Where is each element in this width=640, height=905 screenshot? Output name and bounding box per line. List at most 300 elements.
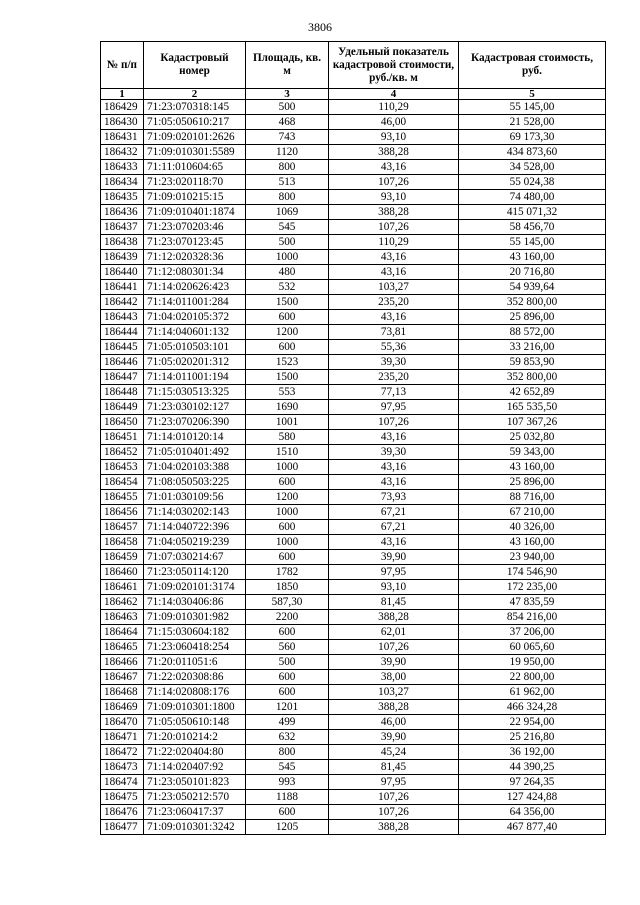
area-cell: 1690 bbox=[246, 400, 329, 415]
cadastral-value-cell: 97 264,35 bbox=[459, 775, 606, 790]
row-number-cell: 186436 bbox=[101, 205, 144, 220]
specific-value-cell: 81,45 bbox=[329, 760, 459, 775]
area-cell: 2200 bbox=[246, 610, 329, 625]
cadastral-value-cell: 88 572,00 bbox=[459, 325, 606, 340]
specific-value-cell: 97,95 bbox=[329, 565, 459, 580]
cadastral-value-cell: 55 145,00 bbox=[459, 100, 606, 115]
cadastral-number-cell: 71:23:070206:390 bbox=[144, 415, 246, 430]
cadastral-number-cell: 71:05:010401:492 bbox=[144, 445, 246, 460]
cadastral-number-cell: 71:14:040601:132 bbox=[144, 325, 246, 340]
row-number-cell: 186452 bbox=[101, 445, 144, 460]
row-number-cell: 186429 bbox=[101, 100, 144, 115]
cadastral-value-cell: 127 424,88 bbox=[459, 790, 606, 805]
specific-value-cell: 62,01 bbox=[329, 625, 459, 640]
cadastral-number-cell: 71:14:030202:143 bbox=[144, 505, 246, 520]
area-cell: 1000 bbox=[246, 460, 329, 475]
specific-value-cell: 43,16 bbox=[329, 250, 459, 265]
cadastral-value-cell: 67 210,00 bbox=[459, 505, 606, 520]
specific-value-cell: 43,16 bbox=[329, 265, 459, 280]
specific-value-cell: 388,28 bbox=[329, 610, 459, 625]
cadastral-value-cell: 43 160,00 bbox=[459, 535, 606, 550]
table-row bbox=[101, 175, 606, 190]
area-cell: 1523 bbox=[246, 355, 329, 370]
area-cell: 1200 bbox=[246, 325, 329, 340]
area-cell: 499 bbox=[246, 715, 329, 730]
cadastral-value-cell: 60 065,60 bbox=[459, 640, 606, 655]
cadastral-value-cell: 43 160,00 bbox=[459, 250, 606, 265]
row-number-cell: 186440 bbox=[101, 265, 144, 280]
area-cell: 600 bbox=[246, 520, 329, 535]
cadastral-value-cell: 22 954,00 bbox=[459, 715, 606, 730]
page-number: 3806 bbox=[308, 20, 332, 34]
table-row bbox=[101, 460, 606, 475]
row-number-cell: 186477 bbox=[101, 820, 144, 835]
row-number-cell: 186464 bbox=[101, 625, 144, 640]
row-number-cell: 186450 bbox=[101, 415, 144, 430]
cadastral-number-cell: 71:14:011001:284 bbox=[144, 295, 246, 310]
cadastral-number-cell: 71:01:030109:56 bbox=[144, 490, 246, 505]
table-row bbox=[101, 715, 606, 730]
area-cell: 1188 bbox=[246, 790, 329, 805]
table-row bbox=[101, 295, 606, 310]
table-row bbox=[101, 385, 606, 400]
cadastral-value-cell: 434 873,60 bbox=[459, 145, 606, 160]
cadastral-number-cell: 71:20:010214:2 bbox=[144, 730, 246, 745]
area-cell: 632 bbox=[246, 730, 329, 745]
table-row bbox=[101, 190, 606, 205]
specific-value-cell: 103,27 bbox=[329, 280, 459, 295]
cadastral-value-cell: 59 853,90 bbox=[459, 355, 606, 370]
area-cell: 1500 bbox=[246, 295, 329, 310]
table-row bbox=[101, 640, 606, 655]
cadastral-value-cell: 37 206,00 bbox=[459, 625, 606, 640]
cadastral-value-cell: 42 652,89 bbox=[459, 385, 606, 400]
row-number-cell: 186468 bbox=[101, 685, 144, 700]
row-number-cell: 186474 bbox=[101, 775, 144, 790]
area-cell: 600 bbox=[246, 340, 329, 355]
row-number-cell: 186444 bbox=[101, 325, 144, 340]
specific-value-cell: 388,28 bbox=[329, 820, 459, 835]
specific-value-cell: 107,26 bbox=[329, 220, 459, 235]
column-number: 1 bbox=[101, 89, 144, 100]
cadastral-value-cell: 44 390,25 bbox=[459, 760, 606, 775]
area-cell: 993 bbox=[246, 775, 329, 790]
table-row bbox=[101, 205, 606, 220]
specific-value-cell: 39,90 bbox=[329, 550, 459, 565]
row-number-cell: 186443 bbox=[101, 310, 144, 325]
cadastral-number-cell: 71:23:070318:145 bbox=[144, 100, 246, 115]
row-number-cell: 186467 bbox=[101, 670, 144, 685]
area-cell: 800 bbox=[246, 190, 329, 205]
cadastral-number-cell: 71:12:080301:34 bbox=[144, 265, 246, 280]
cadastral-number-cell: 71:23:060417:37 bbox=[144, 805, 246, 820]
area-cell: 600 bbox=[246, 625, 329, 640]
table-row bbox=[101, 220, 606, 235]
table-row bbox=[101, 805, 606, 820]
cadastral-number-cell: 71:14:020808:176 bbox=[144, 685, 246, 700]
cadastral-value-cell: 22 800,00 bbox=[459, 670, 606, 685]
table-row bbox=[101, 760, 606, 775]
cadastral-number-cell: 71:14:040722:396 bbox=[144, 520, 246, 535]
row-number-cell: 186462 bbox=[101, 595, 144, 610]
cadastral-number-cell: 71:14:011001:194 bbox=[144, 370, 246, 385]
cadastral-number-cell: 71:04:020105:372 bbox=[144, 310, 246, 325]
cadastral-number-cell: 71:04:050219:239 bbox=[144, 535, 246, 550]
area-cell: 1000 bbox=[246, 250, 329, 265]
table-row bbox=[101, 520, 606, 535]
specific-value-cell: 73,93 bbox=[329, 490, 459, 505]
column-number: 4 bbox=[329, 89, 459, 100]
area-cell: 513 bbox=[246, 175, 329, 190]
area-cell: 1500 bbox=[246, 370, 329, 385]
cadastral-value-cell: 54 939,64 bbox=[459, 280, 606, 295]
row-number-cell: 186470 bbox=[101, 715, 144, 730]
cadastral-number-cell: 71:22:020404:80 bbox=[144, 745, 246, 760]
row-number-cell: 186466 bbox=[101, 655, 144, 670]
cadastral-value-table bbox=[100, 41, 606, 835]
cadastral-value-cell: 165 535,50 bbox=[459, 400, 606, 415]
specific-value-cell: 67,21 bbox=[329, 505, 459, 520]
cadastral-number-cell: 71:23:050101:823 bbox=[144, 775, 246, 790]
cadastral-number-cell: 71:23:070203:46 bbox=[144, 220, 246, 235]
table-row bbox=[101, 445, 606, 460]
table-row bbox=[101, 790, 606, 805]
specific-value-cell: 235,20 bbox=[329, 370, 459, 385]
specific-value-cell: 38,00 bbox=[329, 670, 459, 685]
specific-value-cell: 67,21 bbox=[329, 520, 459, 535]
area-cell: 545 bbox=[246, 760, 329, 775]
area-cell: 580 bbox=[246, 430, 329, 445]
table-row bbox=[101, 325, 606, 340]
cadastral-value-cell: 43 160,00 bbox=[459, 460, 606, 475]
table-row bbox=[101, 565, 606, 580]
row-number-cell: 186459 bbox=[101, 550, 144, 565]
cadastral-number-cell: 71:14:010120:14 bbox=[144, 430, 246, 445]
table-row bbox=[101, 775, 606, 790]
specific-value-cell: 93,10 bbox=[329, 130, 459, 145]
row-number-cell: 186433 bbox=[101, 160, 144, 175]
header-cadastral-number: Кадастровый номер bbox=[144, 42, 246, 89]
cadastral-value-cell: 59 343,00 bbox=[459, 445, 606, 460]
cadastral-value-cell: 40 326,00 bbox=[459, 520, 606, 535]
cadastral-value-cell: 19 950,00 bbox=[459, 655, 606, 670]
row-number-cell: 186447 bbox=[101, 370, 144, 385]
cadastral-value-cell: 466 324,28 bbox=[459, 700, 606, 715]
cadastral-value-cell: 467 877,40 bbox=[459, 820, 606, 835]
table-row bbox=[101, 340, 606, 355]
cadastral-value-cell: 55 024,38 bbox=[459, 175, 606, 190]
cadastral-number-cell: 71:09:010301:5589 bbox=[144, 145, 246, 160]
cadastral-value-cell: 854 216,00 bbox=[459, 610, 606, 625]
specific-value-cell: 39,30 bbox=[329, 445, 459, 460]
area-cell: 600 bbox=[246, 550, 329, 565]
area-cell: 600 bbox=[246, 805, 329, 820]
cadastral-value-cell: 23 940,00 bbox=[459, 550, 606, 565]
area-cell: 500 bbox=[246, 655, 329, 670]
cadastral-number-cell: 71:14:020626:423 bbox=[144, 280, 246, 295]
cadastral-number-cell: 71:09:010401:1874 bbox=[144, 205, 246, 220]
area-cell: 1510 bbox=[246, 445, 329, 460]
table-row bbox=[101, 730, 606, 745]
area-cell: 468 bbox=[246, 115, 329, 130]
table-row bbox=[101, 265, 606, 280]
cadastral-value-cell: 25 896,00 bbox=[459, 475, 606, 490]
row-number-cell: 186463 bbox=[101, 610, 144, 625]
table-row bbox=[101, 490, 606, 505]
table-row bbox=[101, 745, 606, 760]
table-row bbox=[101, 595, 606, 610]
row-number-cell: 186446 bbox=[101, 355, 144, 370]
area-cell: 1850 bbox=[246, 580, 329, 595]
table-row bbox=[101, 475, 606, 490]
cadastral-number-cell: 71:23:050114:120 bbox=[144, 565, 246, 580]
row-number-cell: 186430 bbox=[101, 115, 144, 130]
row-number-cell: 186431 bbox=[101, 130, 144, 145]
specific-value-cell: 43,16 bbox=[329, 460, 459, 475]
specific-value-cell: 43,16 bbox=[329, 160, 459, 175]
specific-value-cell: 107,26 bbox=[329, 640, 459, 655]
specific-value-cell: 235,20 bbox=[329, 295, 459, 310]
table-row bbox=[101, 685, 606, 700]
area-cell: 532 bbox=[246, 280, 329, 295]
table-row bbox=[101, 160, 606, 175]
cadastral-value-cell: 33 216,00 bbox=[459, 340, 606, 355]
row-number-cell: 186448 bbox=[101, 385, 144, 400]
area-cell: 1000 bbox=[246, 505, 329, 520]
table-row bbox=[101, 610, 606, 625]
cadastral-value-cell: 34 528,00 bbox=[459, 160, 606, 175]
cadastral-value-cell: 107 367,26 bbox=[459, 415, 606, 430]
specific-value-cell: 45,24 bbox=[329, 745, 459, 760]
specific-value-cell: 107,26 bbox=[329, 790, 459, 805]
row-number-cell: 186458 bbox=[101, 535, 144, 550]
cadastral-value-cell: 352 800,00 bbox=[459, 295, 606, 310]
table-row bbox=[101, 100, 606, 115]
area-cell: 545 bbox=[246, 220, 329, 235]
specific-value-cell: 39,90 bbox=[329, 655, 459, 670]
table-row bbox=[101, 820, 606, 835]
column-number: 2 bbox=[144, 89, 246, 100]
area-cell: 600 bbox=[246, 310, 329, 325]
specific-value-cell: 107,26 bbox=[329, 175, 459, 190]
specific-value-cell: 46,00 bbox=[329, 715, 459, 730]
cadastral-number-cell: 71:23:050212:570 bbox=[144, 790, 246, 805]
cadastral-number-cell: 71:04:020103:388 bbox=[144, 460, 246, 475]
cadastral-value-cell: 47 835,59 bbox=[459, 595, 606, 610]
row-number-cell: 186465 bbox=[101, 640, 144, 655]
table-row bbox=[101, 580, 606, 595]
header-row-number: № п/п bbox=[101, 42, 144, 89]
specific-value-cell: 388,28 bbox=[329, 145, 459, 160]
cadastral-number-cell: 71:09:010301:3242 bbox=[144, 820, 246, 835]
column-number: 3 bbox=[246, 89, 329, 100]
table-row bbox=[101, 355, 606, 370]
row-number-cell: 186473 bbox=[101, 760, 144, 775]
area-cell: 560 bbox=[246, 640, 329, 655]
area-cell: 1201 bbox=[246, 700, 329, 715]
area-cell: 1001 bbox=[246, 415, 329, 430]
table-row bbox=[101, 400, 606, 415]
row-number-cell: 186438 bbox=[101, 235, 144, 250]
table-row bbox=[101, 415, 606, 430]
table-row bbox=[101, 250, 606, 265]
header-cadastral-value: Кадастровая стоимость, руб. bbox=[459, 42, 606, 89]
cadastral-number-cell: 71:23:070123:45 bbox=[144, 235, 246, 250]
area-cell: 800 bbox=[246, 160, 329, 175]
row-number-cell: 186439 bbox=[101, 250, 144, 265]
cadastral-value-cell: 64 356,00 bbox=[459, 805, 606, 820]
column-number: 5 bbox=[459, 89, 606, 100]
specific-value-cell: 93,10 bbox=[329, 580, 459, 595]
cadastral-value-cell: 61 962,00 bbox=[459, 685, 606, 700]
area-cell: 500 bbox=[246, 100, 329, 115]
specific-value-cell: 39,30 bbox=[329, 355, 459, 370]
table-row bbox=[101, 700, 606, 715]
area-cell: 600 bbox=[246, 475, 329, 490]
cadastral-number-cell: 71:05:050610:217 bbox=[144, 115, 246, 130]
table-row bbox=[101, 310, 606, 325]
row-number-cell: 186442 bbox=[101, 295, 144, 310]
table-row bbox=[101, 535, 606, 550]
cadastral-value-cell: 352 800,00 bbox=[459, 370, 606, 385]
row-number-cell: 186456 bbox=[101, 505, 144, 520]
table-row bbox=[101, 235, 606, 250]
cadastral-number-cell: 71:20:011051:6 bbox=[144, 655, 246, 670]
specific-value-cell: 43,16 bbox=[329, 535, 459, 550]
table-row bbox=[101, 130, 606, 145]
specific-value-cell: 73,81 bbox=[329, 325, 459, 340]
row-number-cell: 186445 bbox=[101, 340, 144, 355]
cadastral-value-cell: 415 071,32 bbox=[459, 205, 606, 220]
row-number-cell: 186432 bbox=[101, 145, 144, 160]
table-row bbox=[101, 370, 606, 385]
cadastral-number-cell: 71:09:010215:15 bbox=[144, 190, 246, 205]
row-number-cell: 186469 bbox=[101, 700, 144, 715]
row-number-cell: 186471 bbox=[101, 730, 144, 745]
area-cell: 500 bbox=[246, 235, 329, 250]
row-number-cell: 186475 bbox=[101, 790, 144, 805]
cadastral-value-cell: 55 145,00 bbox=[459, 235, 606, 250]
row-number-cell: 186437 bbox=[101, 220, 144, 235]
cadastral-value-cell: 21 528,00 bbox=[459, 115, 606, 130]
specific-value-cell: 97,95 bbox=[329, 775, 459, 790]
row-number-cell: 186451 bbox=[101, 430, 144, 445]
table-row bbox=[101, 505, 606, 520]
row-number-cell: 186454 bbox=[101, 475, 144, 490]
row-number-cell: 186461 bbox=[101, 580, 144, 595]
cadastral-number-cell: 71:15:030604:182 bbox=[144, 625, 246, 640]
area-cell: 600 bbox=[246, 685, 329, 700]
table-row bbox=[101, 655, 606, 670]
area-cell: 1000 bbox=[246, 535, 329, 550]
table-row bbox=[101, 625, 606, 640]
area-cell: 1782 bbox=[246, 565, 329, 580]
cadastral-number-cell: 71:09:020101:3174 bbox=[144, 580, 246, 595]
area-cell: 1120 bbox=[246, 145, 329, 160]
specific-value-cell: 46,00 bbox=[329, 115, 459, 130]
specific-value-cell: 97,95 bbox=[329, 400, 459, 415]
specific-value-cell: 81,45 bbox=[329, 595, 459, 610]
cadastral-value-cell: 25 032,80 bbox=[459, 430, 606, 445]
specific-value-cell: 43,16 bbox=[329, 430, 459, 445]
cadastral-number-cell: 71:09:020101:2626 bbox=[144, 130, 246, 145]
cadastral-number-cell: 71:08:050503:225 bbox=[144, 475, 246, 490]
row-number-cell: 186457 bbox=[101, 520, 144, 535]
cadastral-number-cell: 71:23:030102:127 bbox=[144, 400, 246, 415]
cadastral-value-cell: 69 173,30 bbox=[459, 130, 606, 145]
table-row bbox=[101, 145, 606, 160]
row-number-cell: 186441 bbox=[101, 280, 144, 295]
cadastral-value-cell: 36 192,00 bbox=[459, 745, 606, 760]
cadastral-value-cell: 74 480,00 bbox=[459, 190, 606, 205]
cadastral-number-cell: 71:15:030513:325 bbox=[144, 385, 246, 400]
cadastral-number-cell: 71:23:060418:254 bbox=[144, 640, 246, 655]
specific-value-cell: 55,36 bbox=[329, 340, 459, 355]
cadastral-number-cell: 71:09:010301:982 bbox=[144, 610, 246, 625]
cadastral-value-cell: 25 216,80 bbox=[459, 730, 606, 745]
table-row bbox=[101, 670, 606, 685]
cadastral-value-cell: 174 546,90 bbox=[459, 565, 606, 580]
table-row bbox=[101, 115, 606, 130]
row-number-cell: 186476 bbox=[101, 805, 144, 820]
cadastral-value-cell: 88 716,00 bbox=[459, 490, 606, 505]
specific-value-cell: 39,90 bbox=[329, 730, 459, 745]
row-number-cell: 186453 bbox=[101, 460, 144, 475]
row-number-cell: 186460 bbox=[101, 565, 144, 580]
area-cell: 480 bbox=[246, 265, 329, 280]
cadastral-number-cell: 71:23:020118:70 bbox=[144, 175, 246, 190]
row-number-cell: 186434 bbox=[101, 175, 144, 190]
header-area: Площадь, кв. м bbox=[246, 42, 329, 89]
specific-value-cell: 43,16 bbox=[329, 475, 459, 490]
area-cell: 743 bbox=[246, 130, 329, 145]
table-row bbox=[101, 280, 606, 295]
specific-value-cell: 388,28 bbox=[329, 205, 459, 220]
specific-value-cell: 110,29 bbox=[329, 235, 459, 250]
cadastral-value-cell: 172 235,00 bbox=[459, 580, 606, 595]
cadastral-number-cell: 71:11:010604:65 bbox=[144, 160, 246, 175]
cadastral-number-cell: 71:09:010301:1800 bbox=[144, 700, 246, 715]
area-cell: 1205 bbox=[246, 820, 329, 835]
specific-value-cell: 103,27 bbox=[329, 685, 459, 700]
area-cell: 1069 bbox=[246, 205, 329, 220]
cadastral-number-cell: 71:05:020201:312 bbox=[144, 355, 246, 370]
specific-value-cell: 110,29 bbox=[329, 100, 459, 115]
table-row bbox=[101, 430, 606, 445]
cadastral-number-cell: 71:22:020308:86 bbox=[144, 670, 246, 685]
cadastral-value-cell: 25 896,00 bbox=[459, 310, 606, 325]
cadastral-number-cell: 71:05:050610:148 bbox=[144, 715, 246, 730]
area-cell: 587,30 bbox=[246, 595, 329, 610]
cadastral-number-cell: 71:05:010503:101 bbox=[144, 340, 246, 355]
area-cell: 600 bbox=[246, 670, 329, 685]
row-number-cell: 186455 bbox=[101, 490, 144, 505]
cadastral-value-cell: 20 716,80 bbox=[459, 265, 606, 280]
row-number-cell: 186472 bbox=[101, 745, 144, 760]
header-specific-value: Удельный показатель кадастровой стоимости, руб./кв. м bbox=[329, 42, 459, 89]
table-row bbox=[101, 550, 606, 565]
specific-value-cell: 107,26 bbox=[329, 805, 459, 820]
area-cell: 1200 bbox=[246, 490, 329, 505]
cadastral-value-cell: 58 456,70 bbox=[459, 220, 606, 235]
row-number-cell: 186449 bbox=[101, 400, 144, 415]
specific-value-cell: 388,28 bbox=[329, 700, 459, 715]
area-cell: 800 bbox=[246, 745, 329, 760]
specific-value-cell: 107,26 bbox=[329, 415, 459, 430]
cadastral-number-cell: 71:14:030406:86 bbox=[144, 595, 246, 610]
specific-value-cell: 43,16 bbox=[329, 310, 459, 325]
specific-value-cell: 77,13 bbox=[329, 385, 459, 400]
